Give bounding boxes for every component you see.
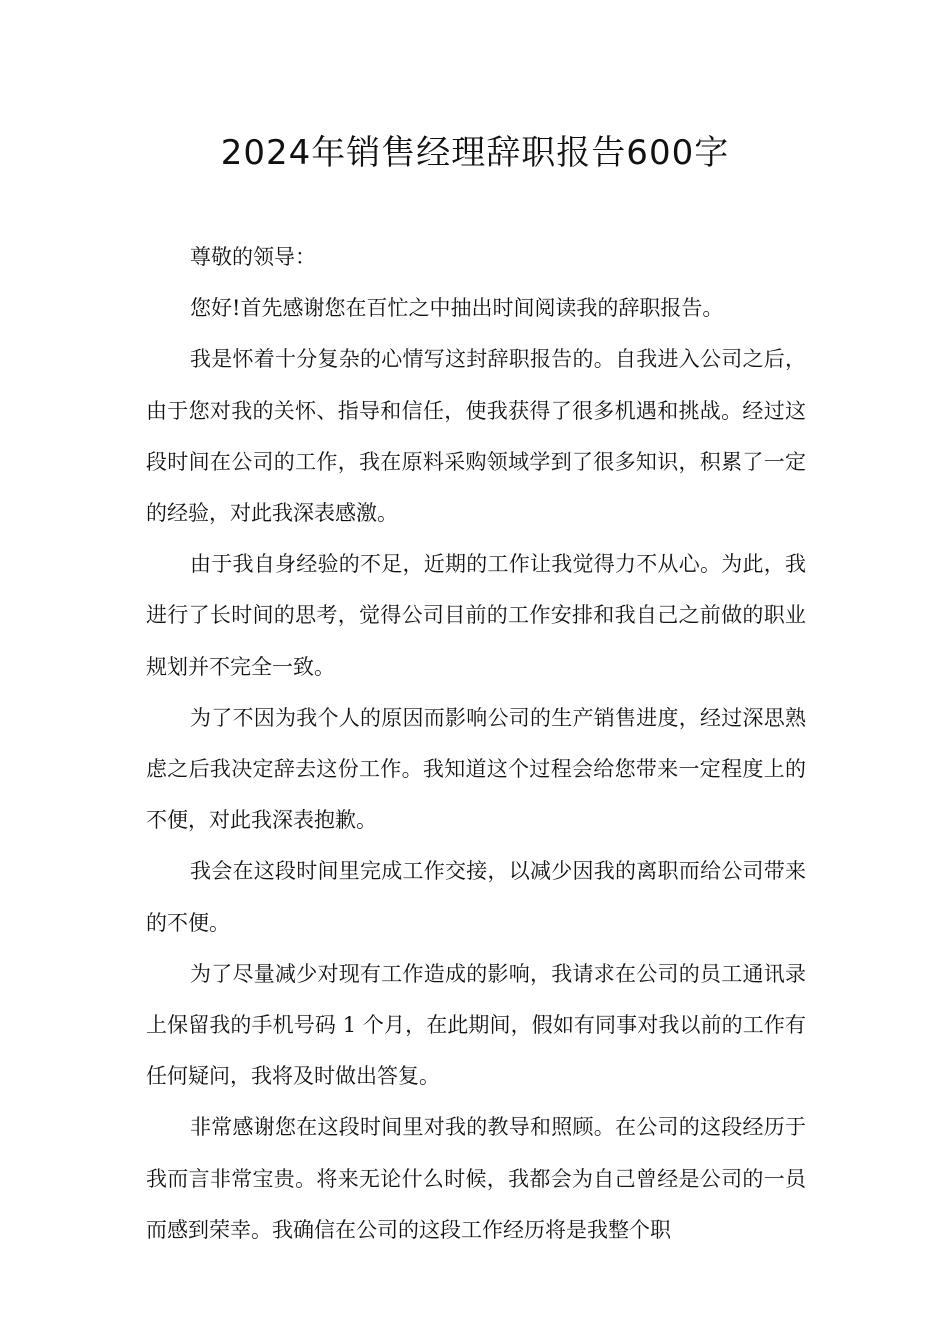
paragraph: 非常感谢您在这段时间里对我的教导和照顾。在公司的这段经历于我而言非常宝贵。将来无论什么时候，我都会为自己曾经是公司的一员而感到荣幸。我确信在公司的这段工作经历将是我整个职 [146, 1115, 806, 1242]
document-body [146, 232, 806, 1256]
paragraph: 由于我自身经验的不足，近期的工作让我觉得力不从心。为此，我进行了长时间的思考，觉得公司目前的工作安排和我自己之前做的职业规划并不完全一致。 [146, 552, 806, 679]
paragraph: 我是怀着十分复杂的心情写这封辞职报告的。自我进入公司之后，由于您对我的关怀、指导和信任，使我获得了很多机遇和挑战。经过这段时间在公司的工作，我在原料采购领域学到了很多知识，积累了一定的经验，对此我深表感激。 [146, 347, 806, 526]
paragraph: 我会在这段时间里完成工作交接，以减少因我的离职而给公司带来的不便。 [146, 859, 806, 935]
paragraph: 您好!首先感谢您在百忙之中抽出时间阅读我的辞职报告。 [190, 296, 724, 321]
paragraph: 为了不因为我个人的原因而影响公司的生产销售进度，经过深思熟虑之后我决定辞去这份工作。我知道这个过程会给您带来一定程度上的不便，对此我深表抱歉。 [146, 705, 806, 833]
document-title: 2024年销售经理辞职报告600字 [220, 133, 730, 173]
paragraph: 为了尽量减少对现有工作造成的影响，我请求在公司的员工通讯录上保留我的手机号码 1 个月，在此期间，假如有同事对我以前的工作有任何疑问，我将及时做出答复。 [146, 961, 806, 1089]
salutation: 尊敬的领导： [190, 245, 316, 269]
